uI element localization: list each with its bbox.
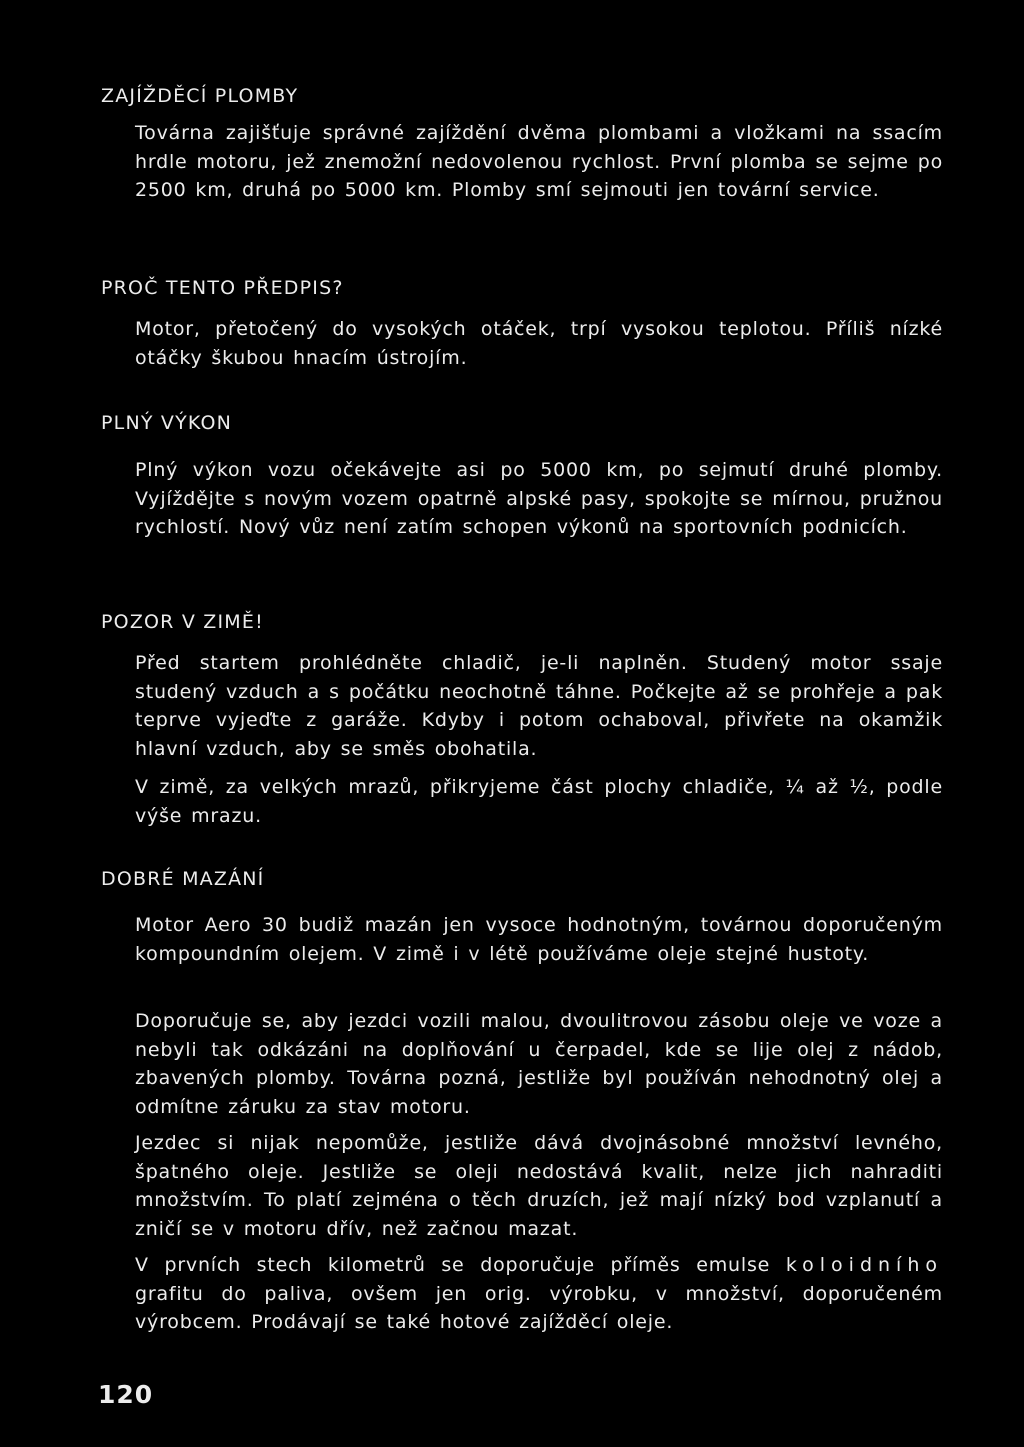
paragraph-plny-vykon: Plný výkon vozu očekávejte asi po 5000 km, po sejmutí druhé plomby. Vyjíždějte s novým vozem opatrně alpské pasy, spokojte se mírnou, pružnou rychlostí. Nový vůz není zatím schopen výkonů na sportovních podnicích. [135,459,943,539]
paragraph-dobre-mazani-1: Motor Aero 30 budiž mazán jen vysoce hodnotným, továrnou doporučeným kompoundním olejem. V zimě i v létě používáme oleje stejné hustoty. [135,914,943,965]
paragraph-pozor-v-zime-2: V zimě, za velkých mrazů, přikryjeme část plochy chladiče, ¼ až ½, podle výše mrazu. [135,776,943,827]
paragraph-dobre-mazani-4 [135,1251,943,1337]
page-number: 120 [98,1380,154,1409]
paragraph-dobre-mazani-2: Doporučuje se, aby jezdci vozili malou, dvoulitrovou zásobu oleje ve voze a nebyli tak odkázáni na doplňování u čerpadel, kde se lije olej z nádob, zbavených plomby. Továrna pozná, jestliže byl používán nehodnotný olej a odmítne záruku za stav motoru. [135,1010,943,1118]
heading-pozor-v-zime: POZOR V ZIMĚ! [101,611,264,633]
paragraph-dobre-mazani-3: Jezdec si nijak nepomůže, jestliže dává dvojnásobné množství levného, špatného oleje. Jestliže se oleji nedostává kvalit, nelze jich nahraditi množstvím. To platí zejména o těch druzích, jež mají nízký bod vzplanutí a zničí se v motoru dřív, než začnou mazat. [135,1132,943,1240]
spaced-emphasis-word: koloidního [785,1254,943,1276]
paragraph-pozor-v-zime-1: Před startem prohlédněte chladič, je-li naplněn. Studený motor ssaje studený vzduch a s počátku neochotně táhne. Počkejte až se prohřeje a pak teprve vyjeďte z garáže. Kdyby i potom ochaboval, přivřete na okamžik hlavní vzduch, aby se směs obohatila. [135,652,943,760]
heading-plny-vykon: PLNÝ VÝKON [101,412,233,434]
heading-dobre-mazani: DOBRÉ MAZÁNÍ [101,868,265,890]
paragraph-text-after: grafitu do paliva, ovšem jen orig. výrobku, v množství, doporučeném výrobcem. Prodávají se také hotové zajížděcí oleje. [135,1282,943,1334]
paragraph-proc-tento-predpis: Motor, přetočený do vysokých otáček, trpí vysokou teplotou. Příliš nízké otáčky škubou hnacím ústrojím. [135,318,943,369]
heading-zajizdeci-plomby: ZAJÍŽDĚCÍ PLOMBY [101,85,299,107]
paragraph-text-before: V prvních stech kilometrů se doporučuje příměs emulse [135,1254,786,1276]
paragraph-zajizdeci-plomby: Továrna zajišťuje správné zajíždění dvěma plombami a vložkami na ssacím hrdle motoru, jež znemožní nedovolenou rychlost. První plomba se sejme po 2500 km, druhá po 5000 km. Plomby smí sejmouti jen tovární service. [135,122,943,202]
heading-proc-tento-predpis: PROČ TENTO PŘEDPIS? [101,277,344,299]
